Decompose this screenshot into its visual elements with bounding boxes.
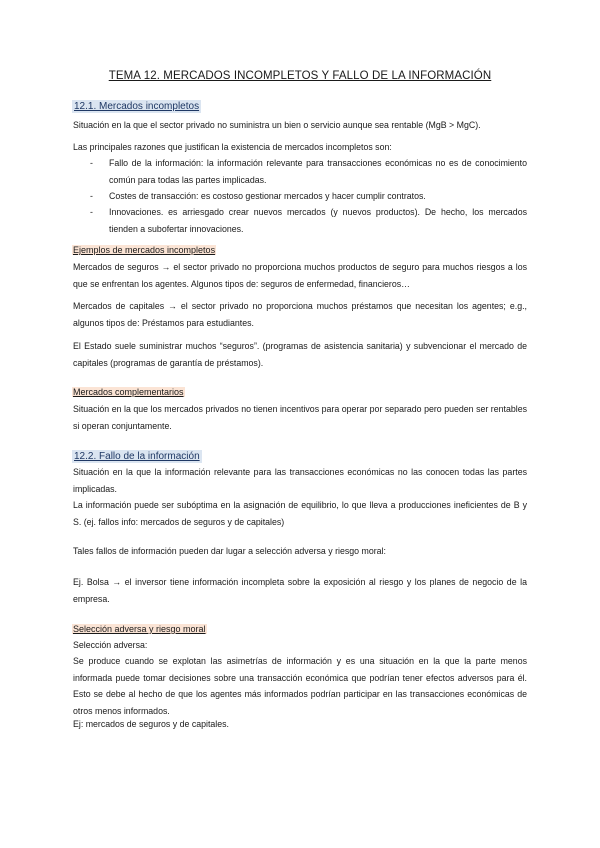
subheading-ejemplos: Ejemplos de mercados incompletos bbox=[73, 245, 216, 255]
paragraph-definition-fallo: Situación en la que la información relevante para las transacciones económicas no las conocen todas las partes implicadas. bbox=[73, 467, 527, 494]
list-dash: - bbox=[90, 191, 93, 201]
section-heading-fallo-informacion: 12.2. Fallo de la información bbox=[74, 451, 200, 462]
page-title: TEMA 12. MERCADOS INCOMPLETOS Y FALLO DE LA INFORMACIÓN bbox=[108, 70, 492, 82]
paragraph-complementarios: Situación en la que los mercados privados no tienen incentivos para operar por separado pero pueden ser rentables si operan conjuntamente. bbox=[73, 404, 527, 431]
paragraph-estado: El Estado suele suministrar muchos “seguros”. (programas de asistencia sanitaria) y subvencionar el mercado de capitales (programas de garantía de préstamos). bbox=[73, 341, 527, 368]
paragraph-seleccion-adversa: Se produce cuando se explotan las asimetrías de información y es una situación en la que la parte menos informada puede tomar decisiones sobre una transacción económica que podrían tener efectos adversos para él. Esto se debe al hecho de que los agentes más informados podrían participar en las transacciones económicas de otros menos informados. bbox=[73, 656, 527, 716]
paragraph-consecuencia: Tales fallos de información pueden dar lugar a selección adversa y riesgo moral: bbox=[73, 546, 386, 556]
list-item-text: Costes de transacción: es costoso gestionar mercados y hacer cumplir contratos. bbox=[109, 191, 426, 201]
paragraph-suboptima: La información puede ser subóptima en la asignación de equilibrio, lo que lleva a producciones ineficientes de B y S. (ej. fallos info: mercados de seguros y de capitales) bbox=[73, 500, 527, 527]
list-item-reason bbox=[90, 188, 527, 205]
paragraph-seleccion-adversa-label: Selección adversa: bbox=[73, 640, 148, 650]
list-item-reason bbox=[90, 204, 527, 237]
list-dash: - bbox=[90, 207, 93, 217]
list-item-text: Innovaciones. es arriesgado crear nuevos mercados (y nuevos productos). De hecho, los mercados tienden a subofertar innovaciones. bbox=[109, 207, 527, 234]
paragraph-mercados-capitales: Mercados de capitales → el sector privado no proporciona muchos préstamos que necesitan los agentes; e.g., algunos tipos de: Préstamos para estudiantes. bbox=[73, 301, 527, 328]
list-item-text: Fallo de la información: la información relevante para transacciones económicas no es de conocimiento común para todas las partes implicadas. bbox=[109, 158, 527, 185]
list-dash: - bbox=[90, 158, 93, 168]
paragraph-seleccion-adversa-ejemplo: Ej: mercados de seguros y de capitales. bbox=[73, 719, 229, 729]
subheading-complementarios: Mercados complementarios bbox=[73, 387, 184, 397]
paragraph-mercados-seguros: Mercados de seguros → el sector privado no proporciona muchos productos de seguro para muchos riesgos a los que se enfrentan los agentes. Algunos tipos de: seguros de enfermedad, financieros… bbox=[73, 262, 527, 289]
list-item-reason bbox=[90, 155, 527, 188]
paragraph-definition-incompletos: Situación en la que el sector privado no suministra un bien o servicio aunque sea rentable (MgB > MgC). bbox=[73, 120, 481, 130]
paragraph-ejemplo-bolsa: Ej. Bolsa → el inversor tiene información incompleta sobre la exposición al riesgo y los planes de negocio de la empresa. bbox=[73, 577, 527, 604]
paragraph-reasons-intro: Las principales razones que justifican la existencia de mercados incompletos son: bbox=[73, 142, 392, 152]
subheading-seleccion-adversa: Selección adversa y riesgo moral bbox=[73, 624, 206, 634]
section-heading-mercados-incompletos: 12.1. Mercados incompletos bbox=[74, 101, 200, 112]
